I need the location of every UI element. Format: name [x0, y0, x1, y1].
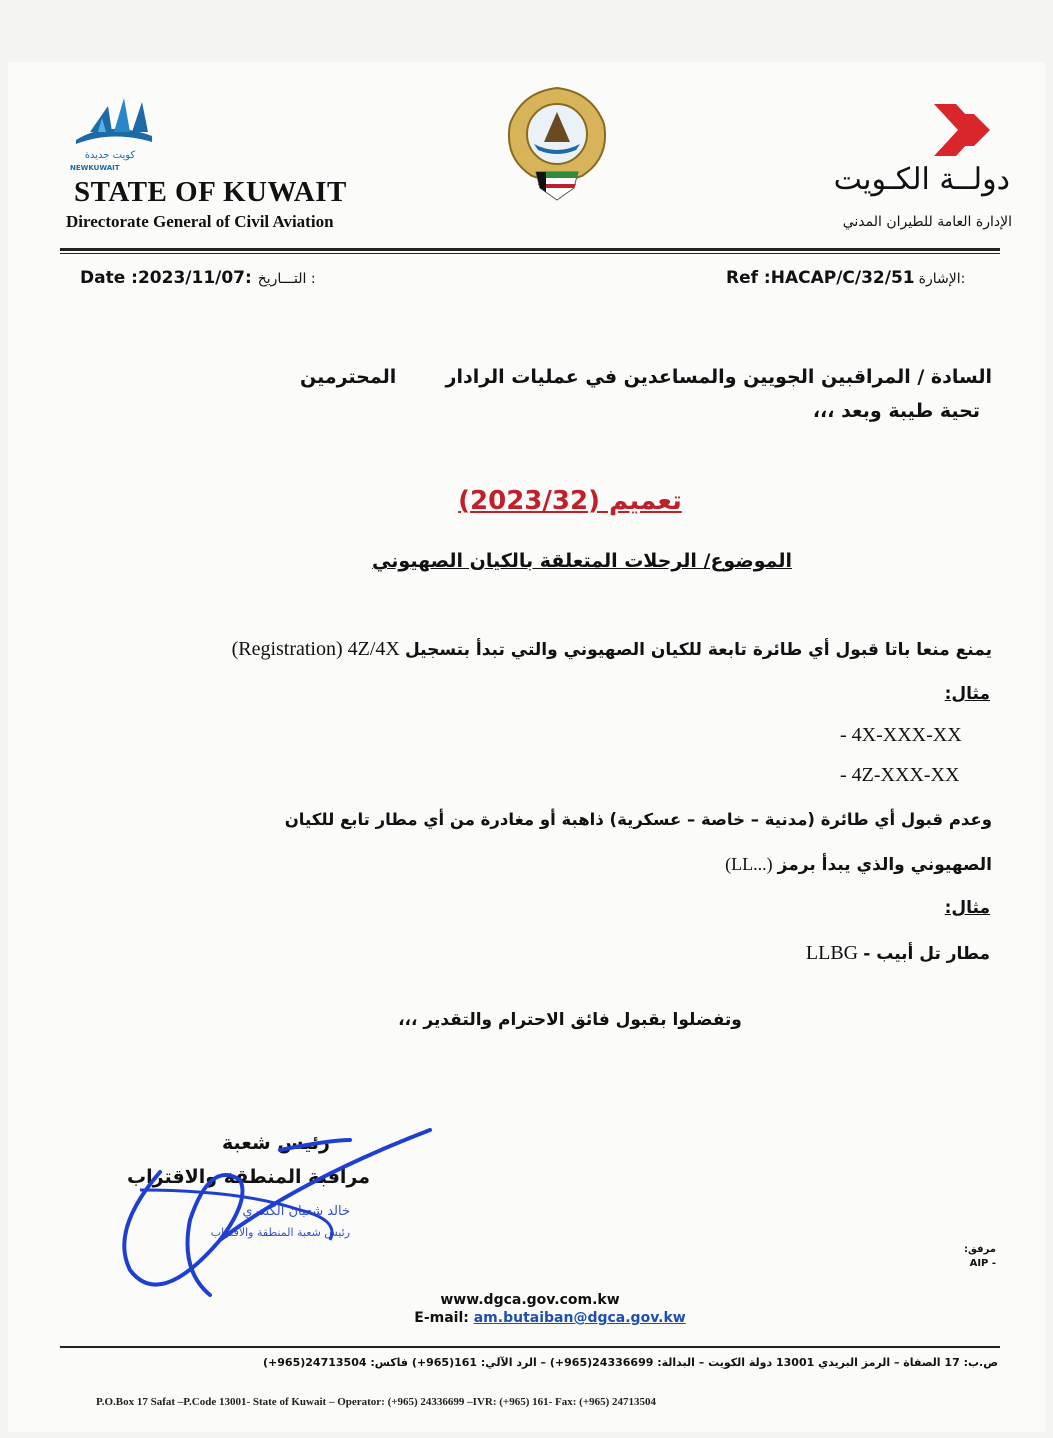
date-value: 2023/11/07	[137, 268, 246, 288]
icao-prefix-code: (LL...)	[725, 854, 773, 874]
kuwait-emblem-icon	[500, 84, 614, 206]
closing-line: وتفضلوا بقبول فائق الاحترام والتقدير ،،،	[398, 1010, 742, 1030]
email-row	[360, 1310, 740, 1326]
ref-value: HACAP/C/32/51	[770, 268, 915, 288]
airport-code: LLBG	[805, 942, 859, 964]
attachment-label: مرفق:	[964, 1244, 996, 1255]
email-label: E-mail:	[414, 1310, 469, 1326]
example-4x: - 4X-XXX-XX	[840, 724, 962, 746]
logo-caption-en: NEWKUWAIT	[70, 164, 120, 172]
example-label-1: مثال:	[944, 684, 990, 704]
directorate-en: Directorate General of Civil Aviation	[66, 212, 334, 231]
attachment-aip: AIP -	[969, 1258, 996, 1269]
stamp-title: رئيس شعبة المنطقة والاقتراب	[210, 1226, 350, 1239]
header-divider	[60, 248, 1000, 251]
subject-line: الموضوع/ الرحلات المتعلقة بالكيان الصهيوني	[372, 550, 792, 572]
dgca-arrow-logo	[928, 100, 1000, 160]
email-link[interactable]: am.butaiban@dgca.gov.kw	[473, 1310, 686, 1326]
stamp-name: خالد شعبان الكندري	[242, 1204, 350, 1219]
greeting: تحية طيبة وبعد ،،،	[812, 400, 980, 422]
airport-name: - مطار تل أبيب	[863, 944, 990, 964]
handwritten-signature	[100, 1120, 450, 1310]
directorate-ar: الإدارة العامة للطيران المدني	[842, 214, 1012, 230]
footer-divider	[60, 1346, 1000, 1348]
new-kuwait-logo	[68, 92, 160, 154]
header-divider-thin	[60, 253, 1000, 254]
website-link[interactable]: www.dgca.gov.com.kw	[440, 1292, 620, 1308]
addressee-line	[299, 366, 992, 388]
paragraph-2-line2	[560, 854, 992, 875]
logo-caption-ar: كويت جديدة	[84, 150, 136, 161]
paragraph-2-line2-text: الصهيوني والذي يبدأ برمز	[777, 855, 992, 875]
paragraph-2-line1: وعدم قبول أي طائرة (مدنية – خاصة – عسكرية) ذاهبة أو مغادرة من أي مطار تابع للكيان	[284, 810, 992, 829]
ref-label-ar: الإشارة:	[918, 271, 966, 287]
signatory-title-1: رئيس شعبة	[222, 1132, 330, 1154]
state-title-en: STATE OF KUWAIT	[74, 176, 347, 208]
footer-address-en: P.O.Box 17 Safat –P.Code 13001- State of Kuwait – Operator: (+965) 24336699 –IVR: (+965) 161- Fax: (+965) 24713504	[96, 1396, 656, 1408]
date-label-ar: التـــاريخ :	[257, 271, 316, 287]
signatory-title-2: مراقبة المنطقة والاقتراب	[127, 1166, 370, 1188]
date-row: Date :2023/11/07: التـــاريخ :	[80, 268, 316, 288]
example-4z: - 4Z-XXX-XX	[840, 764, 960, 786]
registration-code: (Registration) 4Z/4X	[231, 638, 400, 660]
paragraph-1	[150, 638, 992, 661]
example-llbg	[780, 942, 990, 965]
example-label-2: مثال:	[944, 898, 990, 918]
paragraph-1-text: يمنع منعا باتا قبول أي طائرة تابعة للكيان الصهيوني والتي تبدأ بتسجيل	[404, 640, 992, 660]
ref-row	[726, 268, 965, 288]
footer-address-ar: ص.ب: 17 الصفاة – الرمز البريدي 13001 دولة الكويت – البدالة: 24336699(965+) – الرد الآلي: 161(965+) فاكس: 24713504(965+)	[263, 1356, 998, 1369]
circular-title: تعميم (2023/32)	[458, 486, 682, 516]
state-title-ar: دولــة الكـويت	[833, 162, 1010, 197]
honorific: المحترمين	[299, 366, 397, 388]
date-label-en: Date :	[80, 268, 138, 288]
ref-label-en: Ref :	[726, 268, 771, 288]
addressee: السادة / المراقبين الجويين والمساعدين في عمليات الرادار	[445, 366, 992, 388]
